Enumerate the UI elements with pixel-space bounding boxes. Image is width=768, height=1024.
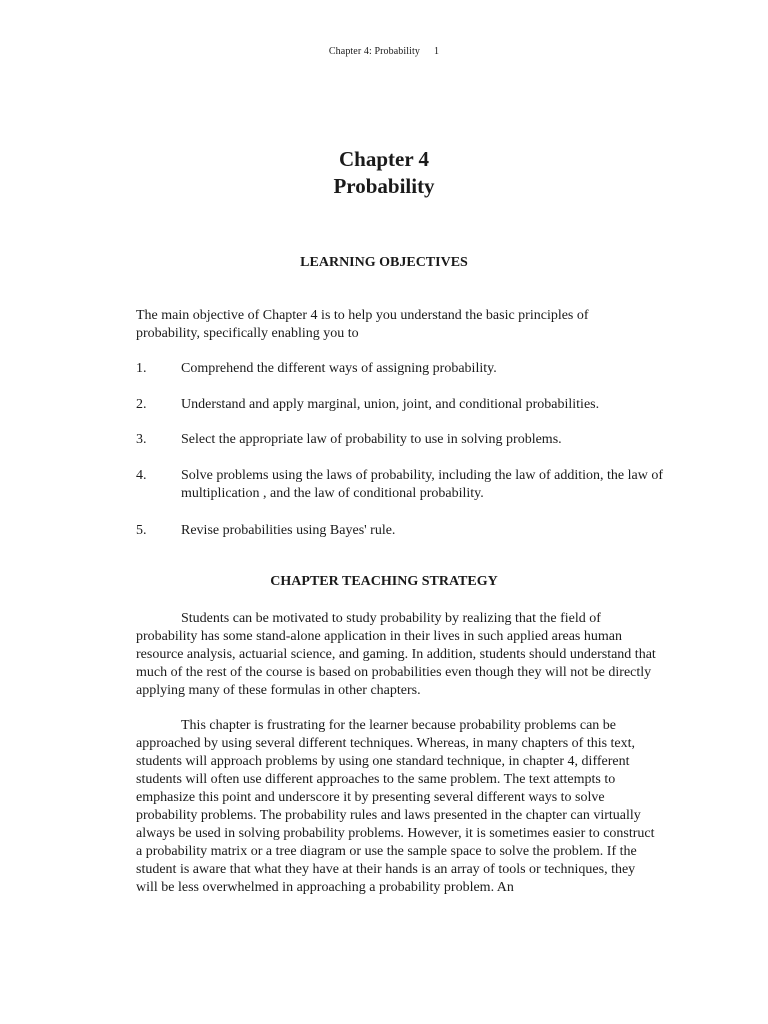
chapter-title: [0, 146, 768, 200]
strategy-paragraph-2: This chapter is frustrating for the learner because probability problems can be approached by using several different techniques. Whereas, in many chapters of this text, students will approach problems by using one standard technique, in chapter 4, different students will often use different approaches to the same problem. The text attempts to emphasize this point and underscore it by presenting several different ways to solve probability problems. The probability rules and laws presented in the chapter can virtually always be used in solving probability problems. However, it is sometimes easier to construct a probability matrix or a tree diagram or use the sample space to solve the problem. If the student is aware that what they have at their hands is an array of tools or techniques, they will be less overwhelmed in approaching a probability problem. An: [136, 718, 655, 895]
teaching-strategy-heading: CHAPTER TEACHING STRATEGY: [270, 574, 498, 589]
objective-item: [136, 467, 666, 503]
objective-text: Understand and apply marginal, union, joint, and conditional probabilities.: [181, 397, 600, 412]
learning-objectives-heading: LEARNING OBJECTIVES: [300, 255, 468, 270]
objective-number: 5.: [136, 523, 147, 538]
objectives-intro: The main objective of Chapter 4 is to help you understand the basic principles of probability, specifically enabling you to: [136, 308, 589, 341]
objective-item: [136, 431, 666, 449]
objective-item: [136, 360, 666, 378]
running-title: Chapter 4: Probability: [328, 46, 420, 57]
objective-text: Solve problems using the laws of probability, including the law of addition, the law of multiplication , and the law of conditional probability.: [181, 468, 664, 501]
chapter-name: Probability: [333, 174, 435, 198]
objective-text: Revise probabilities using Bayes' rule.: [181, 523, 396, 538]
objective-number: 3.: [136, 432, 147, 447]
objective-number: 4.: [136, 468, 147, 483]
objective-item: [136, 396, 666, 414]
objective-item: [136, 522, 666, 540]
strategy-paragraph-1: Students can be motivated to study probability by realizing that the field of probability has some stand-alone application in their lives in such applied areas human resource analysis, actuarial science, and gaming. In addition, students should understand that much of the rest of the course is based on probabilities even though they will not be directly applying many of these formulas in other chapters.: [136, 611, 656, 698]
objective-number: 2.: [136, 397, 147, 412]
page-number: 1: [433, 46, 440, 57]
objective-text: Comprehend the different ways of assigning probability.: [181, 361, 497, 376]
objective-number: 1.: [136, 361, 147, 376]
chapter-number: Chapter 4: [338, 147, 430, 171]
objective-text: Select the appropriate law of probability to use in solving problems.: [181, 432, 562, 447]
running-header: [0, 46, 768, 57]
